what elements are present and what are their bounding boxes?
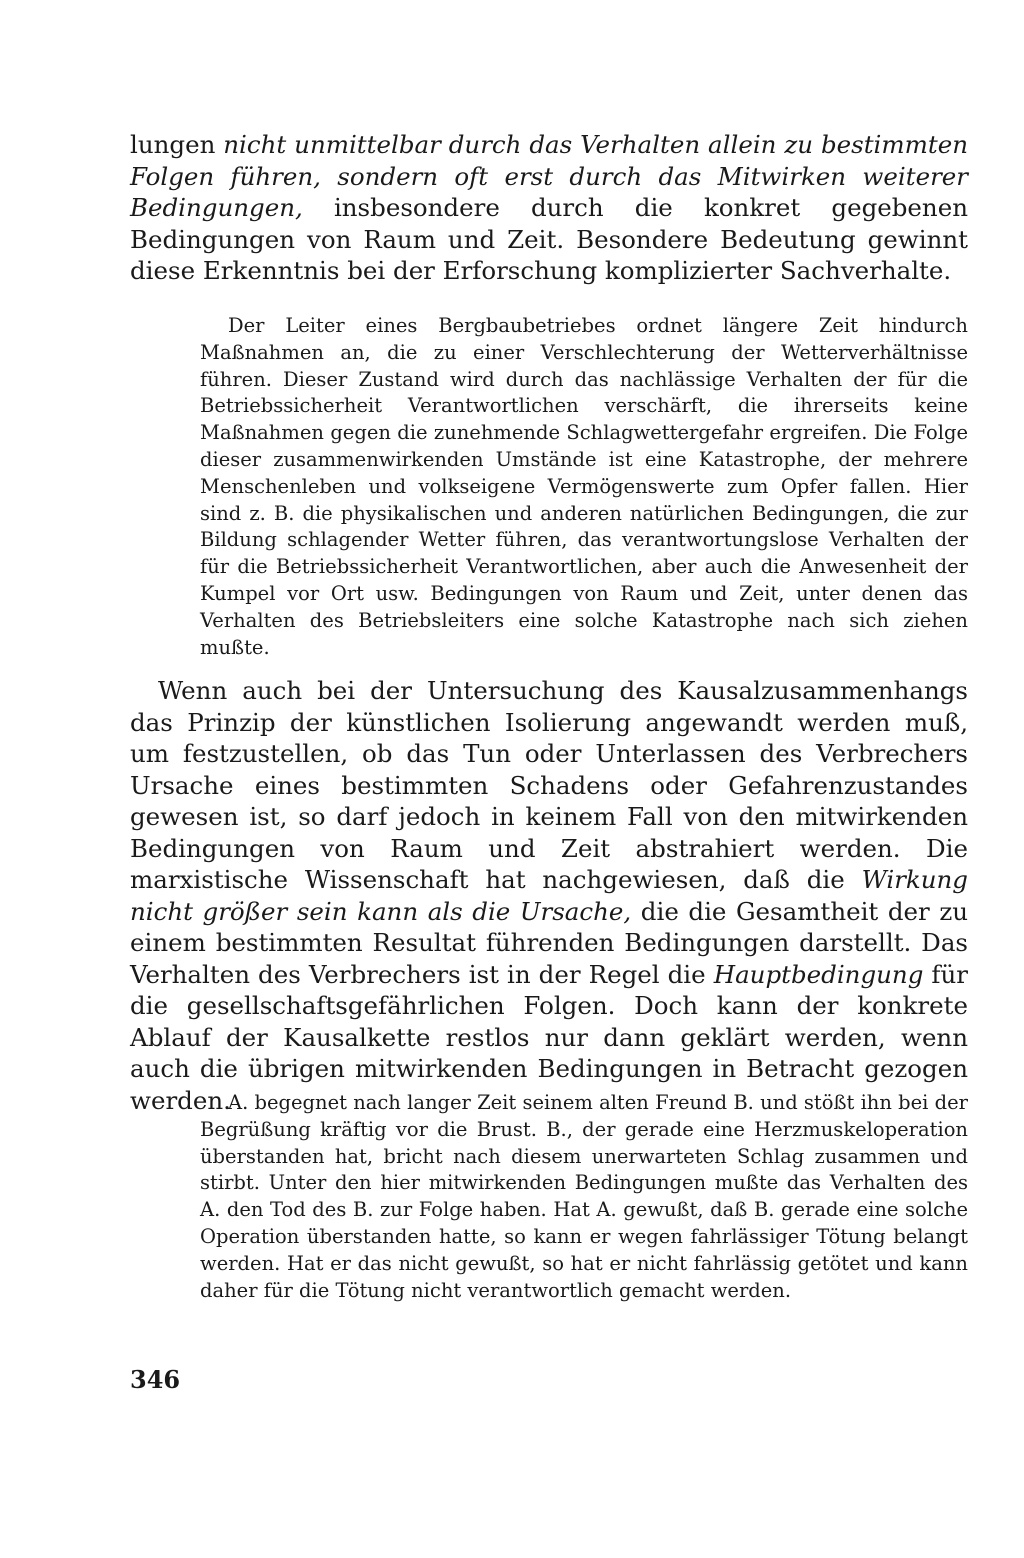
text-run: für die gesellschaftsgefährlichen Folgen. Doch kann der konkrete Ablauf der Kausalkette restlos nur dann geklärt werden, wenn auch die übrigen mitwirkenden Bedingungen in Betracht gezogen werden.	[130, 959, 968, 1115]
text-run: Wenn auch bei der Untersuchung des Kausalzusammenhangs das Prinzip der künstlichen Isolierung angewandt werden muß, um festzustellen, ob das Tun oder Unterlassen des Verbrechers Ursache eines bestimmten Schadens oder Gefahrenzustandes gewesen ist, so darf jedoch in keinem Fall von den mitwirkenden Bedingungen von Raum und Zeit abstrahiert werden. Die marxistische Wissenschaft hat nachgewiesen, daß die	[130, 676, 968, 894]
text-run: die die Gesamtheit der zu einem bestimmten Resultat führenden Bedingungen darstellt. Das Verhalten des Verbrechers ist in der Regel die	[130, 896, 969, 989]
paragraph-causality	[130, 675, 968, 1116]
emphasis-text: Hauptbedingung	[713, 959, 924, 989]
emphasis-text: Wirkung nicht größer sein kann als die Ursache,	[130, 865, 968, 926]
text-run: lungen	[130, 130, 224, 159]
example-mining-accident: Der Leiter eines Bergbaubetriebes ordnet längere Zeit hindurch Maßnahmen an, die zu einer Verschlechterung der Wetterverhältnisse führen. Dieser Zustand wird durch das nachlässige Verhalten der für die Betriebssicherheit Verantwortlichen verschärft, die ihrerseits keine Maßnahmen gegen die zunehmende Schlagwettergefahr ergreifen. Die Folge dieser zusammenwirkenden Umstände ist eine Katastrophe, der mehrere Menschenleben und volkseigene Vermögenswerte zum Opfer fallen. Hier sind z. B. die physikalischen und anderen natürlichen Bedingungen, die zur Bildung schlagender Wetter führen, das verantwortungslose Verhalten der für die Betriebssicherheit Verantwortlichen, aber auch die Anwesenheit der Kumpel vor Ort usw. Bedingungen von Raum und Zeit, unter denen das Verhalten des Betriebsleiters eine solche Katastrophe nach sich ziehen mußte.	[200, 314, 968, 659]
text-run: insbesondere durch die konkret gegebenen Bedingungen von Raum und Zeit. Besondere Bedeutung gewinnt diese Erkenntnis bei der Erforschung komplizierter Sachverhalte.	[130, 193, 968, 285]
page-number: 346	[130, 1365, 181, 1394]
example-heart-operation: A. begegnet nach langer Zeit seinem alten Freund B. und stößt ihn bei der Begrüßung kräftig vor die Brust. B., der gerade eine Herzmuskeloperation überstanden hat, bricht nach diesem unerwarteten Schlag zusammen und stirbt. Unter den hier mitwirkenden Bedingungen mußte das Verhalten des A. den Tod des B. zur Folge haben. Hat A. gewußt, daß B. gerade eine solche Operation überstanden hatte, so kann er wegen fahrlässiger Tötung belangt werden. Hat er das nicht gewußt, so hat er nicht fahrlässig getötet und kann daher für die Tötung nicht verantwortlich gemacht werden.	[200, 1091, 968, 1302]
emphasis-text: nicht unmittelbar durch das Verhalten allein zu bestimmten Folgen führen, sondern oft erst durch das Mitwirken weiterer Bedingungen,	[130, 130, 968, 222]
paragraph-continuation	[130, 129, 968, 287]
